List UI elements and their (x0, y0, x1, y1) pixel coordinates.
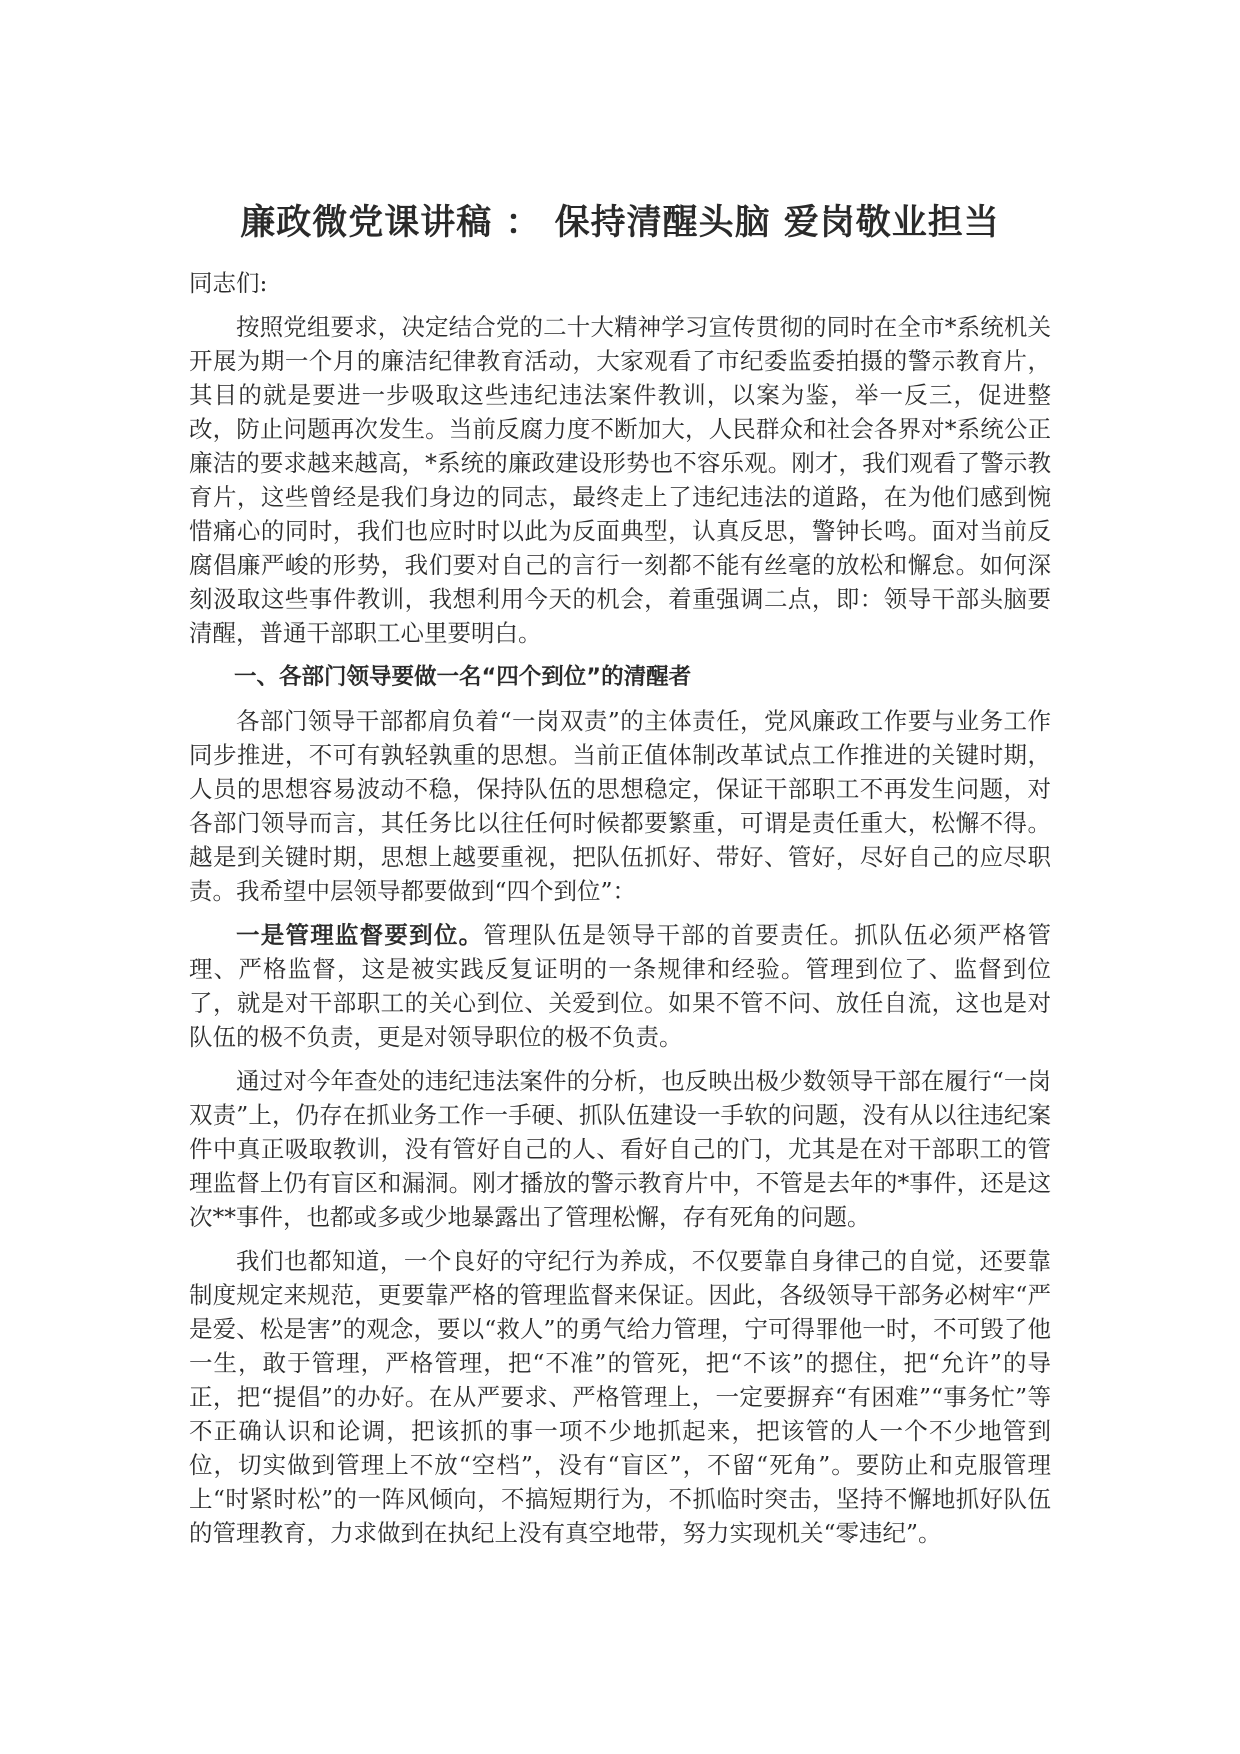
point-one-lead: 一是管理监督要到位。 (236, 921, 484, 949)
paragraph-case-analysis: 通过对今年查处的违纪违法案件的分析，也反映出极少数领导干部在履行“一岗双责”上，仍存在抓业务工作一手硬、抓队伍建设一手软的问题，没有从以往违纪案件中真正吸取教训，没有管好自己的人、看好自己的门，尤其是在对干部职工的管理监督上仍有盲区和漏洞。刚才播放的警示教育片中，不管是去年的*事件，还是这次**事件，也都或多或少地暴露出了管理松懈，存有死角的问题。 (189, 1067, 1051, 1231)
point-one-text: 管理队伍是领导干部的首要责任。抓队伍必须严格管理、严格监督，这是被实践反复证明的一条规律和经验。管理到位了、监督到位了，就是对干部职工的关心到位、关爱到位。如果不管不问、放任自流，这也是对队伍的极不负责，更是对领导职位的极不负责。 (189, 921, 1051, 1051)
section-heading: 一、各部门领导要做一名“四个到位”的清醒者 (234, 664, 692, 690)
salutation: 同志们: (189, 269, 268, 297)
paragraph-discipline: 我们也都知道，一个良好的守纪行为养成，不仅要靠自身律己的自觉，还要靠制度规定来规范，更要靠严格的管理监督来保证。因此，各级领导干部务必树牢“严是爱、松是害”的观念，要以“救人”的勇气给力管理，宁可得罪他一时，不可毁了他一生，敢于管理，严格管理，把“不准”的管死，把“不该”的摁住，把“允许”的导正，把“提倡”的办好。在从严要求、严格管理上，一定要摒弃“有困难”“事务忙”等不正确认识和论调，把该抓的事一项不少地抓起来，把该管的人一个不少地管到位，切实做到管理上不放“空档”，没有“盲区”，不留“死角”。要防止和克服管理上“时紧时松”的一阵风倾向，不搞短期行为，不抓临时突击，坚持不懈地抓好队伍的管理教育，力求做到在执纪上没有真空地带，努力实现机关“零违纪”。 (189, 1247, 1051, 1547)
paragraph-intro: 按照党组要求，决定结合党的二十大精神学习宣传贯彻的同时在全市*系统机关开展为期一个月的廉洁纪律教育活动，大家观看了市纪委监委拍摄的警示教育片，其目的就是要进一步吸取这些违纪违法案件教训，以案为鉴，举一反三，促进整改，防止问题再次发生。当前反腐力度不断加大，人民群众和社会各界对*系统公正廉洁的要求越来越高，*系统的廉政建设形势也不容乐观。刚才，我们观看了警示教育片，这些曾经是我们身边的同志，最终走上了违纪违法的道路，在为他们感到惋惜痛心的同时，我们也应时时以此为反面典型，认真反思，警钟长鸣。面对当前反腐倡廉严峻的形势，我们要对自己的言行一刻都不能有丝毫的放松和懈怠。如何深刻汲取这些事件教训，我想利用今天的机会，着重强调二点，即：领导干部头脑要清醒，普通干部职工心里要明白。 (189, 313, 1051, 647)
paragraph-responsibility: 各部门领导干部都肩负着“一岗双责”的主体责任，党风廉政工作要与业务工作同步推进，不可有孰轻孰重的思想。当前正值体制改革试点工作推进的关键时期，人员的思想容易波动不稳，保持队伍的思想稳定，保证干部职工不再发生问题，对各部门领导而言，其任务比以往任何时候都要繁重，可谓是责任重大，松懈不得。越是到关键时期，思想上越要重视，把队伍抓好、带好、管好，尽好自己的应尽职责。我希望中层领导都要做到“四个到位”： (189, 707, 1051, 905)
paragraph-point-one (189, 918, 1051, 1054)
document-title: 廉政微党课讲稿 ： 保持清醒头脑 爱岗敬业担当 (240, 203, 1000, 243)
document-body (189, 198, 1051, 1560)
